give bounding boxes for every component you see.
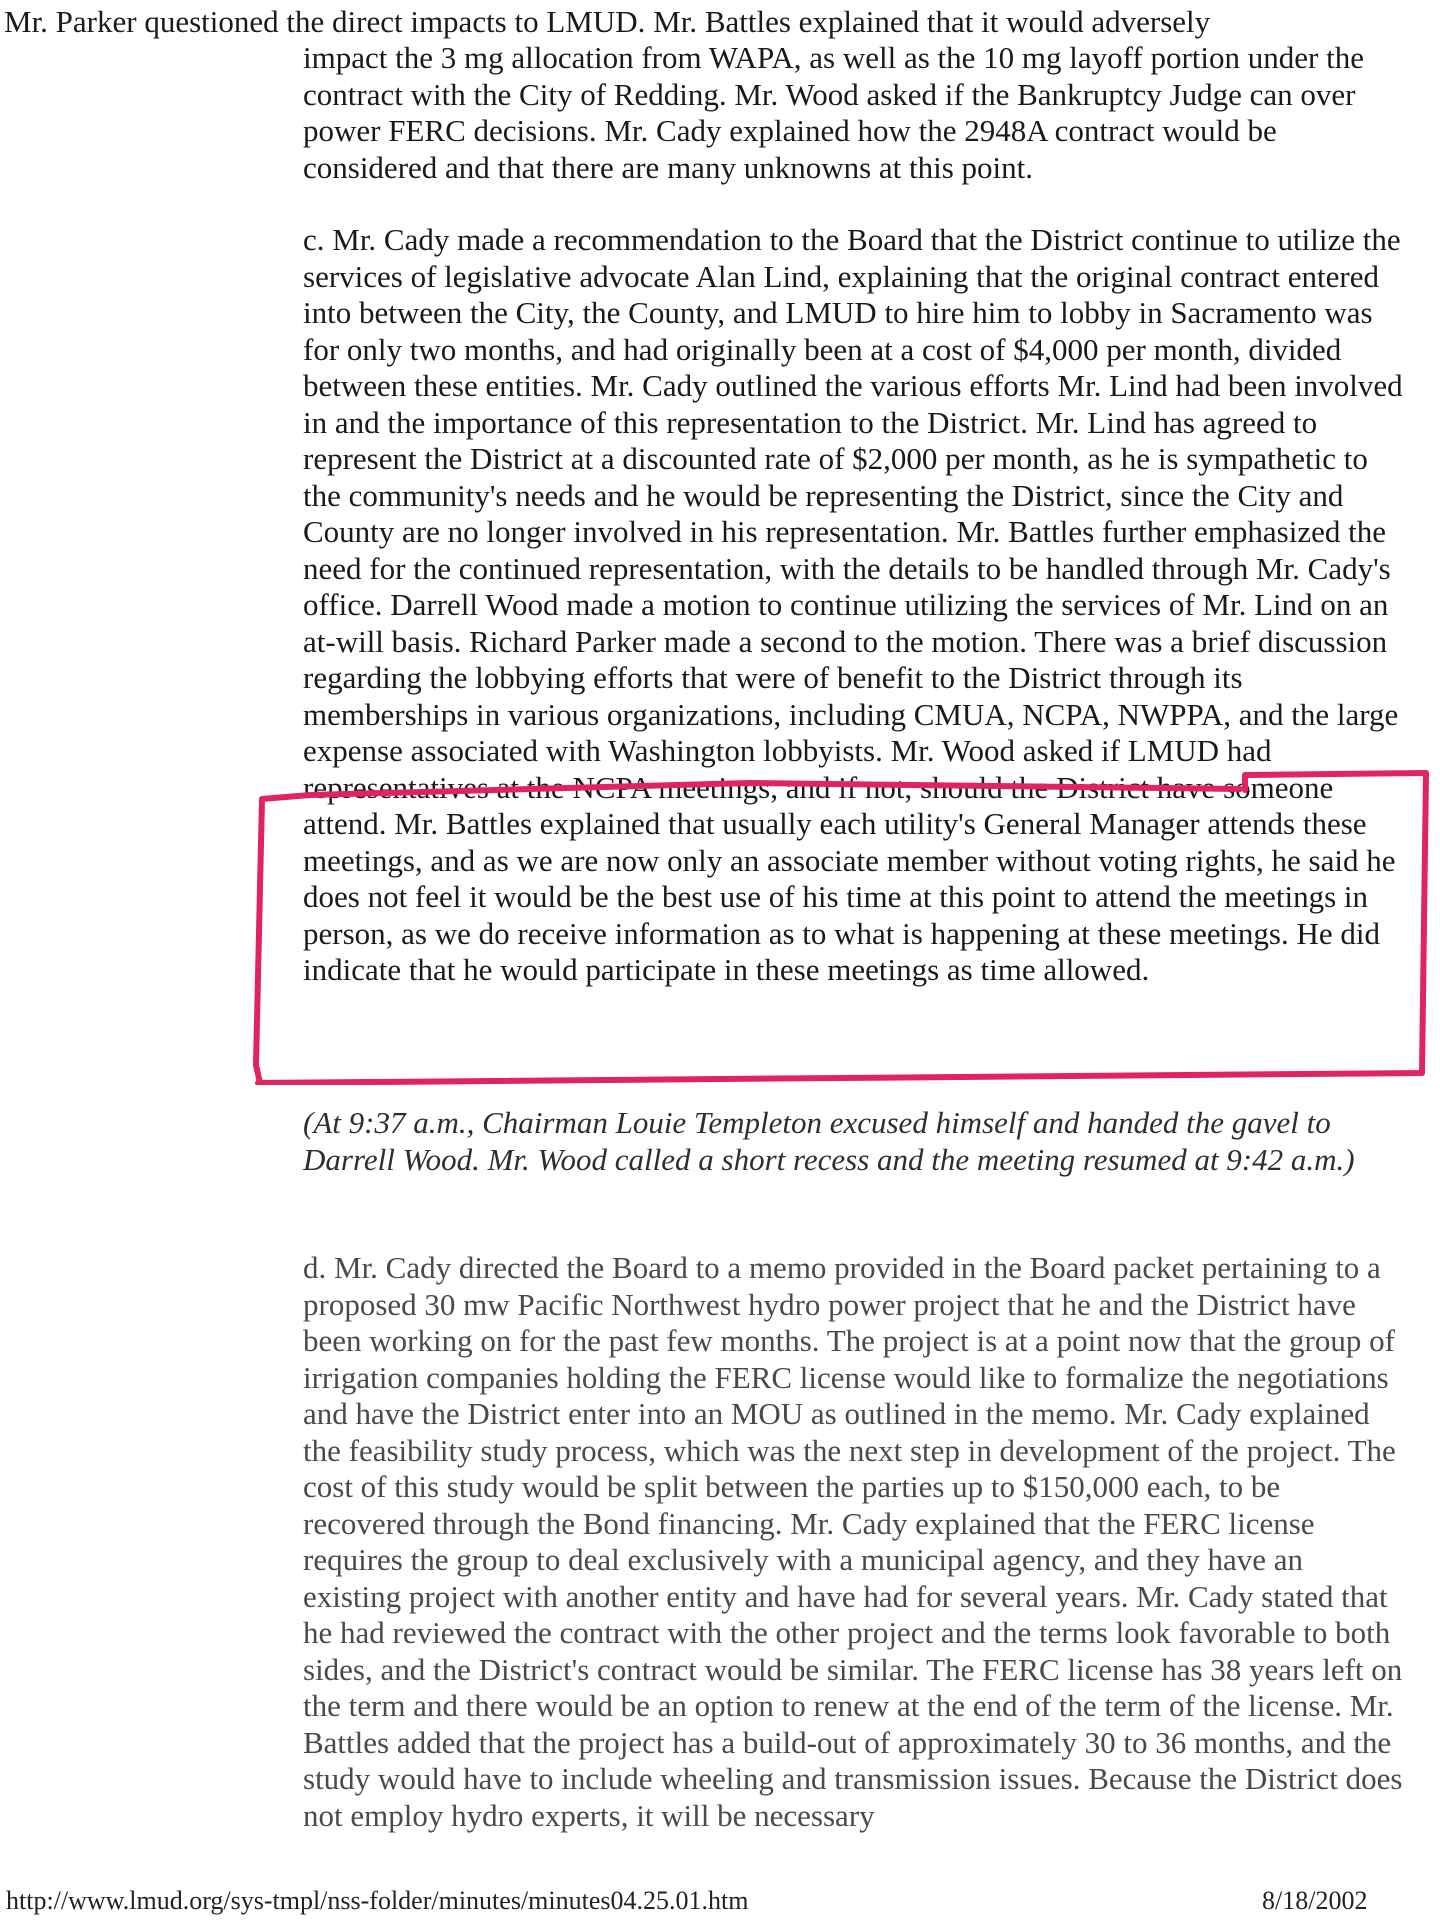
paragraph-d: d. Mr. Cady directed the Board to a memo provided in the Board packet pertaining to a proposed 30 mw Pacific Northwest hydro power project that he and the District have been working on for the past few months. The project is at a point now that the group of irrigation companies holding the FERC license would like to formalize the negotiations and have the District enter into an MOU as outlined in the memo. Mr. Cady explained the feasibility study process, which was the next step in development of the project. The cost of this study would be split between the parties up to $150,000 each, to be recovered through the Bond financing. Mr. Cady explained that the FERC license requires the group to deal exclusively with a municipal agency, and they have an existing project with another entity and have had for several years. Mr. Cady stated that he had reviewed the contract with the other project and the terms look favorable to both sides, and the District's contract would be similar. The FERC license has 38 years left on the term and there would be an option to renew at the end of the term of the license. Mr. Battles added that the project has a build-out of approximately 30 to 36 months, and the study would have to include wheeling and transmission issues. Because the District does not employ hydro experts, it will be necessary: [303, 1250, 1403, 1833]
footer-date: 8/18/2002: [1262, 1886, 1368, 1915]
recess-note: (At 9:37 a.m., Chairman Louie Templeton excused himself and handed the gavel to Darrell Wood. Mr. Wood called a short recess and the meeting resumed at 9:42 a.m.): [303, 1105, 1355, 1177]
paragraph-b-continuation: impact the 3 mg allocation from WAPA, as well as the 10 mg layoff portion under the contract with the City of Redding. Mr. Wood asked if the Bankruptcy Judge can over power FERC decisions. Mr. Cady explained how the 2948A contract would be considered and that there are many unknowns at this point.: [303, 40, 1364, 185]
paragraph-b-first-line: Mr. Parker questioned the direct impacts to LMUD. Mr. Battles explained that it would adversely: [4, 4, 1211, 39]
paragraph-c: c. Mr. Cady made a recommendation to the Board that the District continue to utilize the services of legislative advocate Alan Lind, explaining that the original contract entered into between the City, the County, and LMUD to hire him to lobby in Sacramento was for only two months, and had originally been at a cost of $4,000 per month, divided between these entities. Mr. Cady outlined the various efforts Mr. Lind had been involved in and the importance of this representation to the District. Mr. Lind has agreed to represent the District at a discounted rate of $2,000 per month, as he is sympathetic to the community's needs and he would be representing the District, since the City and County are no longer involved in his representation. Mr. Battles further emphasized the need for the continued representation, with the details to be handled through Mr. Cady's office. Darrell Wood made a motion to continue utilizing the services of Mr. Lind on an at-will basis. Richard Parker made a second to the motion. There was a brief discussion regarding the lobbying efforts that were of benefit to the District through its memberships in various organizations, including CMUA, NCPA, NWPPA, and the large expense associated with Washington lobbyists. Mr. Wood asked if LMUD had representatives at the NCPA meetings, and if not, should the District have someone attend. Mr. Battles explained that usually each utility's General Manager attends these meetings, and as we are now only an associate member without voting rights, he said he does not feel it would be the best use of his time at this point to attend the meetings in person, as we do receive information as to what is happening at these meetings. He did indicate that he would participate in these meetings as time allowed.: [303, 222, 1403, 987]
footer-url: http://www.lmud.org/sys-tmpl/nss-folder/minutes/minutes04.25.01.htm: [6, 1886, 749, 1915]
